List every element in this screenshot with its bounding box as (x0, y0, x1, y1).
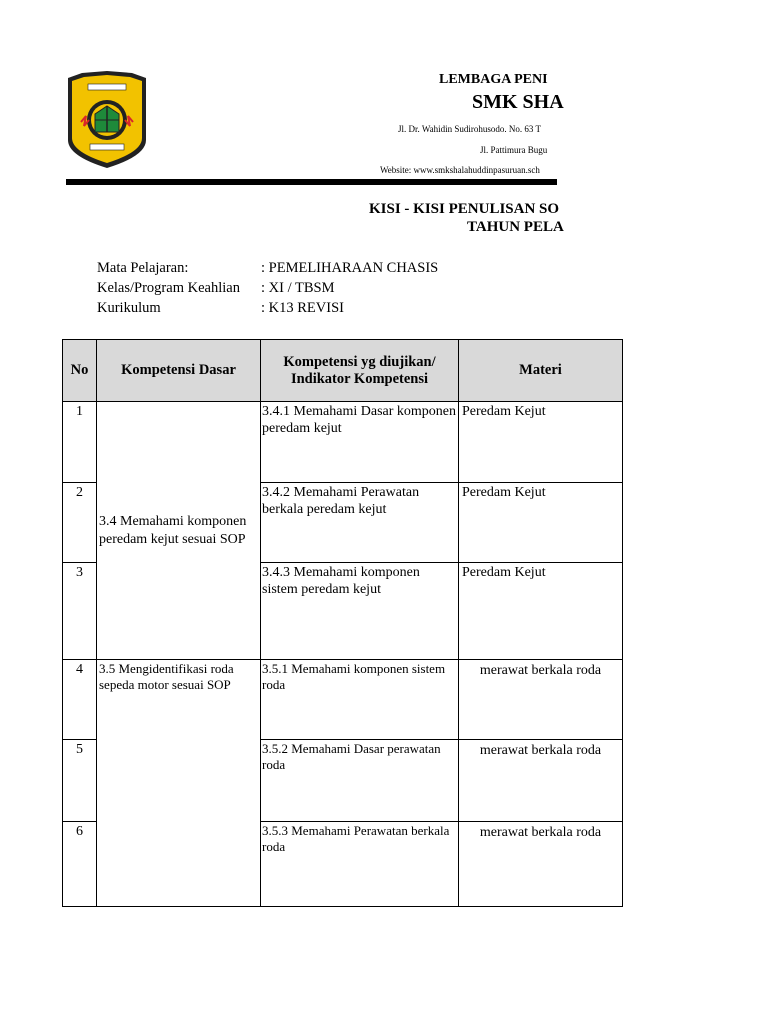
header-indikator: Kompetensi yg diujikan/ Indikator Kompetensi (261, 340, 459, 402)
meta-value: : XI / TBSM (261, 280, 335, 296)
school-name: SMK SHA (472, 91, 564, 113)
row-number: 5 (63, 740, 97, 822)
kompetensi-dasar-cell: 3.4 Memahami komponen peredam kejut sesuai SOP (97, 402, 261, 660)
website: Website: www.smkshalahuddinpasuruan.sch (380, 165, 540, 175)
meta-value: : K13 REVISI (261, 300, 344, 316)
table-row (63, 660, 623, 740)
header-materi: Materi (459, 340, 623, 402)
meta-row (97, 280, 438, 300)
meta-label: Kurikulum (97, 300, 161, 316)
row-number: 6 (63, 822, 97, 907)
materi-cell: Peredam Kejut (459, 402, 623, 483)
indikator-cell: 3.5.1 Memahami komponen sistem roda (261, 660, 459, 740)
materi-cell: merawat berkala roda (459, 660, 623, 740)
indikator-cell: 3.5.3 Memahami Perawatan berkala roda (261, 822, 459, 907)
materi-cell: merawat berkala roda (459, 822, 623, 907)
table-header-row (63, 340, 623, 402)
materi-cell: Peredam Kejut (459, 483, 623, 563)
meta-label: Mata Pelajaran: (97, 260, 189, 276)
indikator-cell: 3.4.2 Memahami Perawatan berkala peredam kejut (261, 483, 459, 563)
document-title: KISI - KISI PENULISAN SO (369, 201, 560, 217)
document-subtitle: TAHUN PELA (467, 219, 564, 235)
row-number: 1 (63, 402, 97, 483)
row-number: 3 (63, 563, 97, 660)
row-number: 2 (63, 483, 97, 563)
school-logo (64, 70, 150, 170)
meta-row (97, 260, 438, 280)
meta-value: : PEMELIHARAAN CHASIS (261, 260, 439, 276)
document-meta (97, 260, 438, 320)
address-line-1: Jl. Dr. Wahidin Sudirohusodo. No. 63 T (398, 124, 541, 134)
row-number: 4 (63, 660, 97, 740)
table-row (63, 402, 623, 483)
indikator-cell: 3.4.3 Memahami komponen sistem peredam kejut (261, 563, 459, 660)
meta-row (97, 300, 438, 320)
indikator-cell: 3.4.1 Memahami Dasar komponen peredam kejut (261, 402, 459, 483)
header-divider (66, 179, 557, 185)
materi-cell: Peredam Kejut (459, 563, 623, 660)
institution-name: LEMBAGA PENI (439, 72, 548, 87)
meta-label: Kelas/Program Keahlian (97, 280, 240, 296)
materi-cell: merawat berkala roda (459, 740, 623, 822)
kisi-table (62, 339, 623, 907)
header-no: No (63, 340, 97, 402)
address-line-2: Jl. Pattimura Bugu (480, 145, 548, 155)
indikator-cell: 3.5.2 Memahami Dasar perawatan roda (261, 740, 459, 822)
header-kompetensi-dasar: Kompetensi Dasar (97, 340, 261, 402)
kompetensi-dasar-cell: 3.5 Mengidentifikasi roda sepeda motor sesuai SOP (97, 660, 261, 907)
